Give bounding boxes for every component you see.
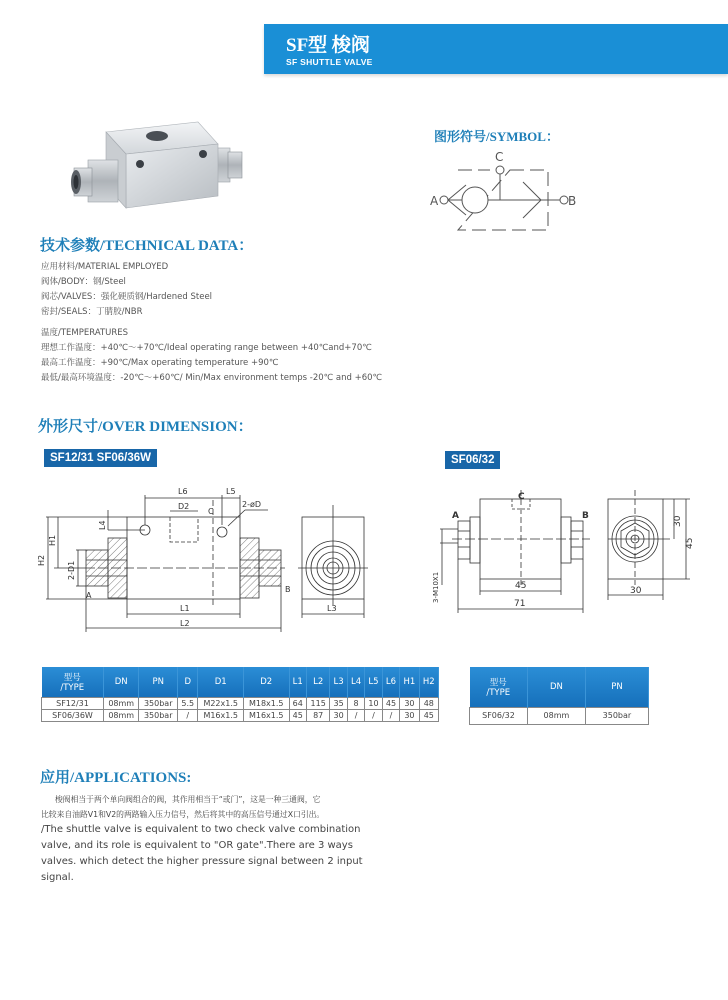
applications-en-line1: /The shuttle valve is equivalent to two check valve combination xyxy=(41,824,361,835)
col-dn: DN xyxy=(528,667,586,707)
applications-heading: 应用/APPLICATIONS: xyxy=(40,770,192,786)
svg-text:3-M10X1: 3-M10X1 xyxy=(432,571,440,603)
svg-text:C: C xyxy=(208,507,214,516)
col-h2: H2 xyxy=(419,667,438,697)
banner-title: SF型 梭阀 xyxy=(286,35,370,56)
table-row: SF12/31 08mm 350bar 5.5 M22x1.5 M18x1.5 64 115 35 8 10 45 30 48 xyxy=(42,697,439,709)
port-a-label: A xyxy=(430,194,439,208)
svg-text:L4: L4 xyxy=(98,520,107,530)
max-temp-line: 最高工作温度：+90℃/Max operating temperature +90℃ xyxy=(41,358,279,368)
svg-text:A: A xyxy=(86,591,92,600)
col-l6: L6 xyxy=(382,667,399,697)
temperatures-line: 温度/TEMPERATURES xyxy=(41,328,129,338)
col-l3: L3 xyxy=(330,667,347,697)
svg-text:L1: L1 xyxy=(180,604,190,613)
svg-text:L5: L5 xyxy=(226,487,236,496)
model-tag-sf06-32: SF06/32 xyxy=(445,451,500,469)
svg-text:45: 45 xyxy=(685,537,695,549)
valves-line: 阀芯/VALVES：强化硬质钢/Hardened Steel xyxy=(41,292,213,302)
svg-text:L2: L2 xyxy=(180,619,190,628)
shuttle-valve-symbol xyxy=(428,145,578,235)
col-l1: L1 xyxy=(289,667,306,697)
banner-subtitle: SF SHUTTLE VALVE xyxy=(286,57,373,67)
svg-text:A: A xyxy=(452,511,459,521)
seals-line: 密封/SEALS：丁腈胶/NBR xyxy=(41,307,143,317)
table-header-row xyxy=(470,667,649,707)
svg-text:B: B xyxy=(582,511,589,521)
applications-en-line4: signal. xyxy=(41,872,74,883)
port-b-label: B xyxy=(568,194,577,208)
ideal-temp-line: 理想工作温度：+40℃～+70℃/Ideal operating range between +40℃and+70℃ xyxy=(41,343,372,353)
spec-table-sf06-32 xyxy=(469,667,649,725)
table-row: SF06/36W 08mm 350bar / M16x1.5 M16x1.5 45 87 30 / / / 30 45 xyxy=(42,709,439,721)
svg-text:D2: D2 xyxy=(178,502,190,511)
col-pn: PN xyxy=(585,667,648,707)
table-row: SF06/32 08mm 350bar xyxy=(470,707,649,724)
col-l4: L4 xyxy=(347,667,364,697)
col-l2: L2 xyxy=(307,667,330,697)
applications-cn-line1: 梭阀相当于两个单向阀组合的阀，其作用相当于“或门”，这是一种三通阀，它 xyxy=(55,795,321,804)
svg-text:L6: L6 xyxy=(178,487,188,496)
svg-text:B: B xyxy=(285,585,291,594)
spec-table-sf12-sf06-36w xyxy=(41,667,439,722)
svg-text:2-D1: 2-D1 xyxy=(67,560,76,580)
svg-text:C: C xyxy=(518,492,525,502)
col-pn: PN xyxy=(139,667,178,697)
col-l5: L5 xyxy=(365,667,382,697)
col-dn: DN xyxy=(104,667,139,697)
port-c-label: C xyxy=(495,150,504,164)
col-h1: H1 xyxy=(400,667,419,697)
model-tag-sf12-sf06-36w: SF12/31 SF06/36W xyxy=(44,449,157,467)
svg-text:H1: H1 xyxy=(48,534,57,546)
applications-cn-line2: 比较来自油路V1和V2的两路输入压力信号，然后将其中的高压信号通过X口引出。 xyxy=(41,810,325,819)
applications-en-line2: valve, and its role is equivalent to "OR gate".There are 3 ways xyxy=(41,840,353,851)
technical-data-heading: 技术参数/TECHNICAL DATA： xyxy=(40,238,254,254)
title-banner xyxy=(264,24,728,74)
svg-text:L3: L3 xyxy=(327,604,337,613)
svg-text:45: 45 xyxy=(515,581,527,591)
col-d1: D1 xyxy=(198,667,244,697)
svg-text:2-øD: 2-øD xyxy=(242,500,262,509)
svg-text:71: 71 xyxy=(514,599,526,609)
applications-en-line3: valves. which detect the higher pressure signal between 2 input xyxy=(41,856,363,867)
dimension-heading: 外形尺寸/OVER DIMENSION： xyxy=(38,419,253,435)
col-type: 型号 /TYPE xyxy=(42,667,104,697)
material-line: 应用材料/MATERIAL EMPLOYED xyxy=(41,262,169,272)
svg-text:H2: H2 xyxy=(37,554,46,566)
col-d: D xyxy=(178,667,198,697)
dimension-drawing-sf12 xyxy=(30,480,400,635)
svg-text:30: 30 xyxy=(630,586,642,596)
env-temp-line: 最低/最高环境温度：-20℃～+60℃/ Min/Max environment temps -20℃ and +60℃ xyxy=(41,373,383,383)
product-photo xyxy=(62,104,272,214)
svg-text:30: 30 xyxy=(673,515,683,527)
table-header-row xyxy=(42,667,439,697)
dimension-drawing-sf06-32 xyxy=(430,485,700,630)
col-type: 型号 /TYPE xyxy=(470,667,528,707)
col-d2: D2 xyxy=(243,667,289,697)
symbol-heading: 图形符号/SYMBOL： xyxy=(434,129,559,144)
body-line: 阀体/BODY：钢/Steel xyxy=(41,277,126,287)
